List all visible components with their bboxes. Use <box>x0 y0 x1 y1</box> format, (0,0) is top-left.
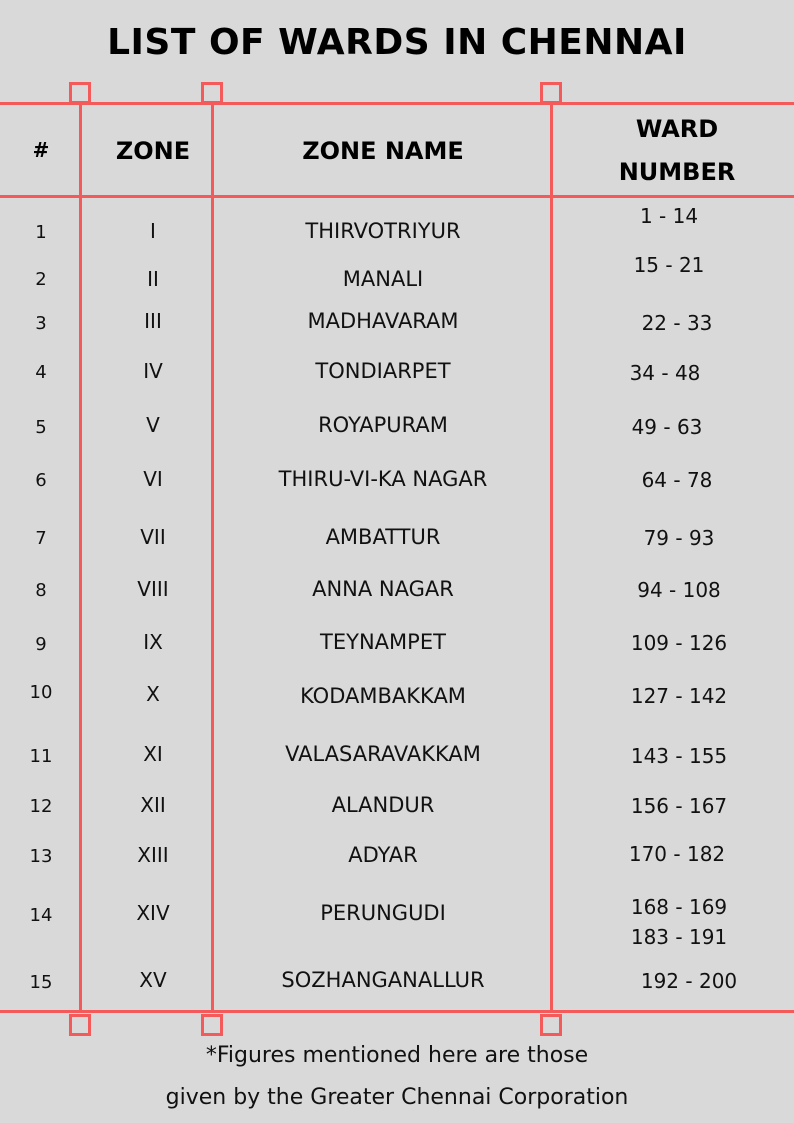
row-15-name: SOZHANGANALLUR <box>281 968 485 992</box>
row-2-ward: 15 - 21 <box>633 253 705 277</box>
row-4-zone: IV <box>143 359 163 383</box>
row-7-num: 7 <box>35 528 47 549</box>
header-zone-name: ZONE NAME <box>302 137 464 165</box>
row-13-num: 13 <box>29 846 53 867</box>
row-9-ward: 109 - 126 <box>630 631 728 655</box>
row-9-zone: IX <box>143 630 163 654</box>
header-ward-line2: NUMBER <box>618 158 736 186</box>
row-8-ward: 94 - 108 <box>637 578 721 602</box>
row-13-name: ADYAR <box>348 843 418 867</box>
row-15-num: 15 <box>29 972 53 993</box>
row-2-num: 2 <box>35 269 47 290</box>
row-15-zone: XV <box>139 968 167 992</box>
row-14-name: PERUNGUDI <box>320 901 446 925</box>
row-3-name: MADHAVARAM <box>307 309 459 333</box>
row-10-ward: 127 - 142 <box>630 684 728 708</box>
page-title: LIST OF WARDS IN CHENNAI <box>107 22 687 63</box>
row-14-num: 14 <box>29 905 53 926</box>
row-6-zone: VI <box>143 467 163 491</box>
row-13-zone: XIII <box>137 843 169 867</box>
row-12-zone: XII <box>140 793 166 817</box>
row-3-ward: 22 - 33 <box>641 311 713 335</box>
row-10-num: 10 <box>29 682 53 703</box>
row-8-zone: VIII <box>137 577 169 601</box>
row-11-name: VALASARAVAKKAM <box>285 742 481 766</box>
row-4-ward: 34 - 48 <box>629 361 701 385</box>
row-14-ward: 168 - 169 <box>630 895 728 919</box>
column-divider-2 <box>211 103 214 1011</box>
row-4-name: TONDIARPET <box>315 359 451 383</box>
row-7-ward: 79 - 93 <box>643 526 715 550</box>
row-7-zone: VII <box>140 525 166 549</box>
row-5-ward: 49 - 63 <box>631 415 703 439</box>
row-4-num: 4 <box>35 362 47 383</box>
corner-square-bottom-1 <box>69 1014 91 1036</box>
table-top-border <box>0 102 794 105</box>
row-5-num: 5 <box>35 417 47 438</box>
row-10-zone: X <box>146 682 160 706</box>
row-9-num: 9 <box>35 634 47 655</box>
row-8-name: ANNA NAGAR <box>312 577 454 601</box>
corner-square-top-3 <box>540 82 562 104</box>
corner-square-top-1 <box>69 82 91 104</box>
corner-square-bottom-3 <box>540 1014 562 1036</box>
row-12-num: 12 <box>29 796 53 817</box>
row-8-num: 8 <box>35 580 47 601</box>
row-5-zone: V <box>146 413 160 437</box>
row-6-name: THIRU-VI-KA NAGAR <box>278 467 488 491</box>
corner-square-bottom-2 <box>201 1014 223 1036</box>
row-13-ward: 170 - 182 <box>628 842 726 866</box>
row-6-num: 6 <box>35 470 47 491</box>
header-ward-line1: WARD <box>635 115 719 143</box>
row-10-name: KODAMBAKKAM <box>300 684 466 708</box>
row-3-num: 3 <box>35 313 47 334</box>
row-11-zone: XI <box>143 742 163 766</box>
row-6-ward: 64 - 78 <box>641 468 713 492</box>
row-7-name: AMBATTUR <box>325 525 441 549</box>
row-1-zone: I <box>150 219 156 243</box>
header-num: # <box>32 138 50 162</box>
row-15-ward: 192 - 200 <box>640 969 738 993</box>
row-12-ward: 156 - 167 <box>630 794 728 818</box>
row-12-name: ALANDUR <box>331 793 435 817</box>
table-bottom-border <box>0 1010 794 1013</box>
header-zone: ZONE <box>115 137 191 165</box>
row-11-ward: 143 - 155 <box>630 744 728 768</box>
row-1-name: THIRVOTRIYUR <box>305 219 461 243</box>
row-5-name: ROYAPURAM <box>318 413 448 437</box>
row-11-num: 11 <box>29 746 53 767</box>
row-3-zone: III <box>144 309 162 333</box>
row-1-num: 1 <box>35 222 47 243</box>
header-divider <box>0 195 794 198</box>
row-14-zone: XIV <box>136 901 170 925</box>
row-14-ward-2: 183 - 191 <box>630 925 728 949</box>
row-1-ward: 1 - 14 <box>639 204 699 228</box>
footnote-line-2: given by the Greater Chennai Corporation <box>165 1085 629 1110</box>
row-9-name: TEYNAMPET <box>320 630 446 654</box>
column-divider-1 <box>79 103 82 1011</box>
row-2-zone: II <box>147 267 159 291</box>
footnote-line-1: *Figures mentioned here are those <box>205 1043 589 1068</box>
corner-square-top-2 <box>201 82 223 104</box>
row-2-name: MANALI <box>342 267 424 291</box>
